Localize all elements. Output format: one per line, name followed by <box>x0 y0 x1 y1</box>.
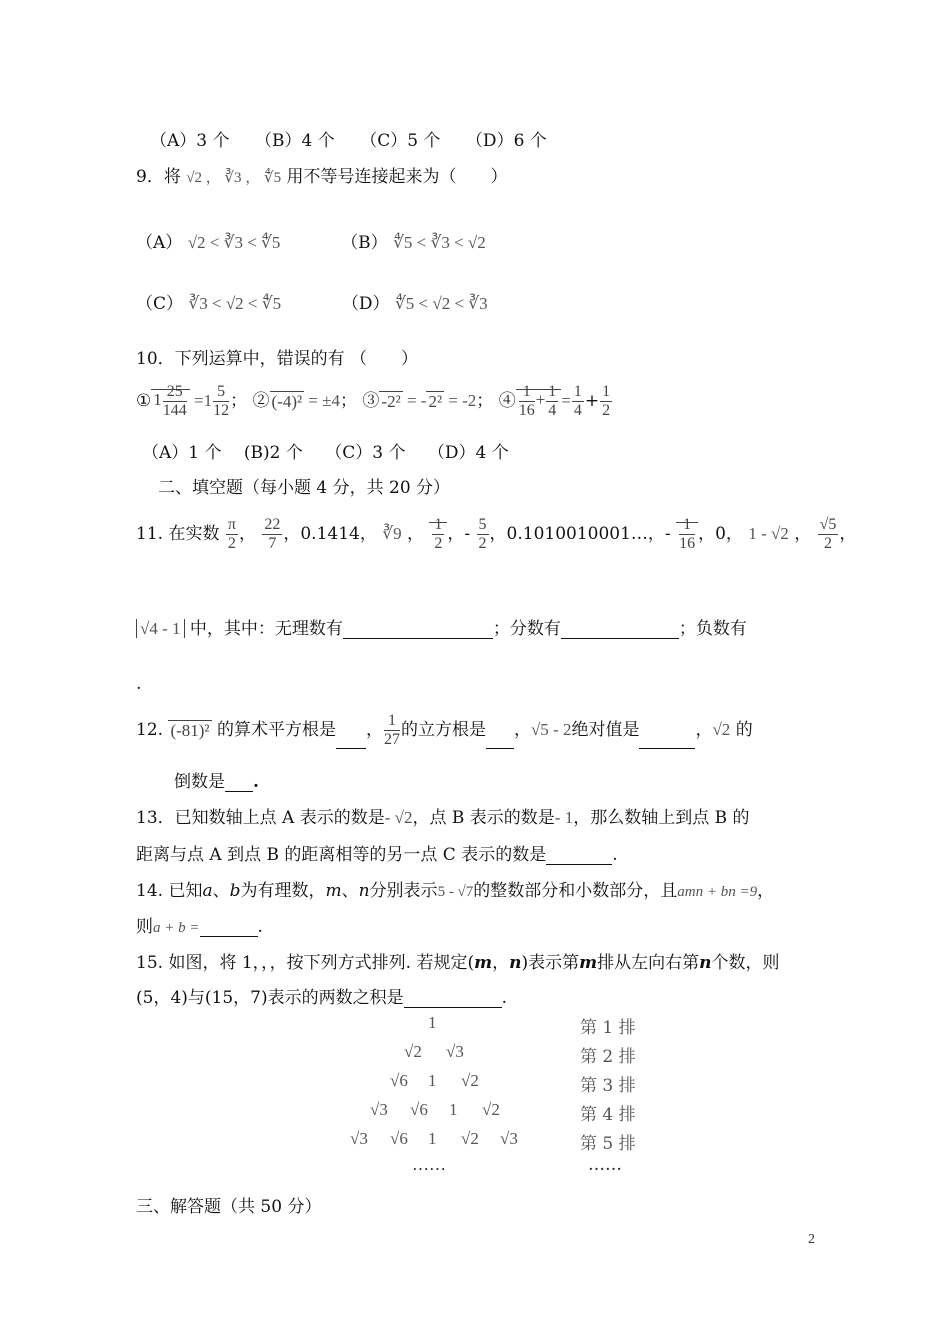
q9-option-a-expr: √2 < ∛3 < ∜5 <box>187 233 281 252</box>
tri-r5-c3: 1 <box>428 1129 437 1148</box>
q15-var-n: n <box>509 953 522 973</box>
q14-sep-2: 、 <box>341 881 359 901</box>
q13-line-1-c: ，那么数轴上到点 B 的 <box>573 808 750 828</box>
row-label-2: 第 2 排 <box>580 1047 636 1067</box>
q12-prefix: 12. <box>136 720 164 740</box>
q9-option-a-label: （A） <box>136 233 183 253</box>
tri-r1-c1: 1 <box>428 1013 437 1032</box>
q12-blank-4[interactable] <box>225 773 253 792</box>
q15-line-2-text: (5，4)与(15，7)表示的两数之积是 <box>136 988 404 1008</box>
q13-line-2 <box>136 840 618 865</box>
q10-item-1: ① 1 $\frac{25}{144}$ =1 $\frac{5}{12}$ ； <box>136 383 248 419</box>
q10-items <box>136 383 613 420</box>
row-label-dots: …… <box>588 1155 622 1175</box>
q9-option-b-label: （B） <box>341 233 388 253</box>
q9-option-d-expr: ∜5 < √2 < ∛3 <box>394 294 488 313</box>
page-number: 2 <box>808 1232 815 1247</box>
q15-end: . <box>501 988 508 1008</box>
q14-line-1-c: 分别表示 <box>369 881 438 901</box>
q11-mid-text: 中，其中：无理数有 <box>189 619 343 639</box>
q9-stem-prefix: 9．将 <box>136 167 181 187</box>
q12-line-2 <box>174 767 259 792</box>
q9-option-c-label: （C） <box>136 294 184 314</box>
q10-item-2: ② (-4)² = ±4； <box>252 391 358 411</box>
q15-var-m: m <box>474 953 493 973</box>
q15-line-1-e: 个数，则 <box>711 953 780 973</box>
q12-blank-1[interactable] <box>336 730 366 749</box>
q15-line-1-a: 15. 如图，将 1，，，按下列方式排列. 若规定( <box>136 953 475 973</box>
q15-line-2 <box>136 983 507 1008</box>
q13-line-2-text: 距离与点 A 到点 B 的距离相等的另一点 C 表示的数是 <box>136 845 547 865</box>
q9-stem-suffix: 用不等号连接起来为（ ） <box>286 167 508 187</box>
q11-fraction-blank[interactable] <box>561 620 679 639</box>
q10-options: （A）1 个 (B)2 个 （C）3 个 （D）4 个 <box>142 443 509 463</box>
tri-r4-c3: 1 <box>449 1100 458 1119</box>
q12-blank-2[interactable] <box>486 730 514 749</box>
q12-t2: 的立方根是 <box>400 720 486 740</box>
q15-line-1-b: ， <box>492 953 510 973</box>
q14-line-1: 14. 已知a、b为有理数，m、n分别表示5 - √7的整数部分和小数部分，且amn + bn =9， <box>136 881 775 901</box>
q15-line-1 <box>136 948 780 973</box>
q14-var-n: n <box>358 881 370 901</box>
q12-t1: 的算术平方根是 <box>216 720 336 740</box>
tri-r3-c1: √6 <box>390 1071 408 1090</box>
q15-blank[interactable] <box>404 989 502 1008</box>
q14-line-1-b: 为有理数， <box>240 881 326 901</box>
q9-option-b-expr: ∜5 < ∛3 < √2 <box>393 233 486 252</box>
q13-line-1: 13．已知数轴上点 A 表示的数是- √2，点 B 表示的数是- 1，那么数轴上到点 B 的 <box>136 808 750 828</box>
q11-end: . <box>136 674 142 694</box>
q11-negative-text: ；负数有 <box>678 619 747 639</box>
row-label-3: 第 3 排 <box>580 1076 636 1096</box>
q14-line-1-a: 14. 已知 <box>136 881 203 901</box>
q8-options: （A）3 个 （B）4 个 （C）5 个 （D）6 个 <box>150 131 547 151</box>
q14-var-m: m <box>325 881 342 901</box>
q15-line-1-c: )表示第 <box>521 953 580 973</box>
tri-r4-c2: √6 <box>410 1100 428 1119</box>
tri-r3-c2: 1 <box>428 1071 437 1090</box>
q15-line-1-d: 排从左向右第 <box>597 953 700 973</box>
tri-r4-c4: √2 <box>482 1100 500 1119</box>
q14-var-b: b <box>229 881 241 901</box>
q12-line-1: 12. (-81)² 的算术平方根是 ， $\frac{1}{27}$ 的立方根是 ，√5 - 2绝对值是 ，√2 的 <box>136 712 753 748</box>
tri-r2-c1: √2 <box>404 1042 422 1061</box>
section-2-heading: 二、填空题（每小题 4 分，共 20 分） <box>158 478 451 498</box>
row-label-4: 第 4 排 <box>580 1105 636 1125</box>
q12-line-2-text: 倒数是 <box>174 772 225 792</box>
q15-var-m-2: m <box>579 953 598 973</box>
row-label-1: 第 1 排 <box>580 1018 636 1038</box>
q11-irrational-blank[interactable] <box>343 620 493 639</box>
q12-blank-3[interactable] <box>639 730 695 749</box>
q13-end: . <box>612 845 618 865</box>
q14-line-2-a: 则 <box>136 917 153 937</box>
tri-r2-c2: √3 <box>446 1042 464 1061</box>
q14-var-a: a <box>202 881 213 901</box>
q9-option-c-expr: ∛3 < √2 < ∜5 <box>188 294 282 313</box>
q9-expr: √2 ， ∛3 ， ∜5 <box>186 170 282 186</box>
q9-row-ab <box>136 228 486 253</box>
q14-sep-1: 、 <box>212 881 230 901</box>
q13-blank[interactable] <box>546 846 612 865</box>
q15-var-n-2: n <box>699 953 712 973</box>
q11-line-1: 11. 在实数 $\frac{\pi}{2}$ ， $\frac{22}{7}$ ，0.1414， ∛9 ， $\frac{1}{2}$ ，- $\frac{5}{2}$ ，0.1010010001…，- $\frac{1}{16}$ ，0， 1 - √2 ， $\frac{√5}{2}$ ， <box>136 516 857 552</box>
q10-stem: 10．下列运算中，错误的有 （ ） <box>136 349 419 369</box>
q14-line-2: 则a + b = . <box>136 917 263 937</box>
tri-r5-c4: √2 <box>461 1129 479 1148</box>
q14-end: . <box>257 917 263 937</box>
tri-r5-c1: √3 <box>350 1129 368 1148</box>
q13-line-1-b: ，点 B 表示的数是 <box>412 808 555 828</box>
tri-r5-c2: √6 <box>390 1129 408 1148</box>
q12-t4: 的 <box>735 720 753 740</box>
q11-prefix: 11. 在实数 <box>136 524 220 544</box>
tri-dots: …… <box>412 1155 446 1174</box>
q13-line-1-a: 13．已知数轴上点 A 表示的数是 <box>136 808 385 828</box>
q11-fraction-text: ；分数有 <box>492 619 561 639</box>
tri-r4-c1: √3 <box>370 1100 388 1119</box>
row-label-5: 第 5 排 <box>580 1134 636 1154</box>
q12-t3: 绝对值是 <box>571 720 640 740</box>
q9-row-cd <box>136 289 488 314</box>
q10-item-3: ③ -2² = - 2² = -2； <box>362 391 494 411</box>
section-3-heading: 三、解答题（共 50 分） <box>136 1197 322 1217</box>
q10-item-4: ④ $\frac{1}{16}$ + $\frac{1}{4}$ = $\frac{1}{4}$ + $\frac{1}{2}$ <box>498 383 611 419</box>
q14-line-1-d: 的整数部分和小数部分，且 <box>473 881 678 901</box>
q9-option-d-label: （D） <box>341 294 390 314</box>
tri-r3-c3: √2 <box>461 1071 479 1090</box>
q14-blank[interactable] <box>200 918 258 937</box>
q12-end: . <box>253 772 259 792</box>
tri-r5-c5: √3 <box>500 1129 518 1148</box>
q9-stem <box>136 162 508 187</box>
q11-line-2: √4 - 1 中，其中：无理数有 ；分数有 ；负数有 <box>136 614 747 639</box>
